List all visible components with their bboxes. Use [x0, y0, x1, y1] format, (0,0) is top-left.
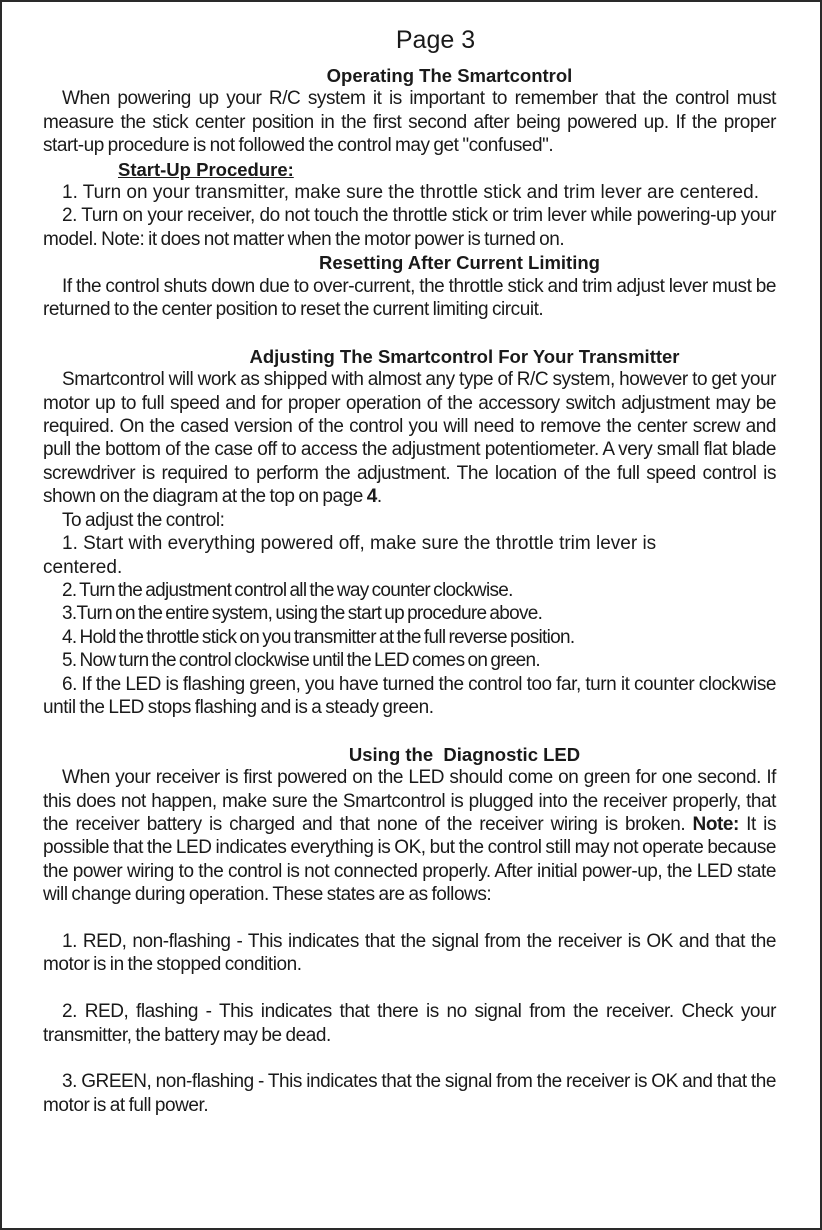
adjust-step-4: 4. Hold the throttle stick on you transmitter at the full reverse position.: [62, 626, 575, 648]
led-state-3: 3. GREEN, non-flashing - This indicates that the signal from the receiver is OK and that the motor is at full power.: [43, 1071, 776, 1116]
spacer: [43, 719, 776, 742]
startup-step-2: 2. Turn on your receiver, do not touch the throttle stick or trim lever while powering-up your model. Note: it does not matter when the motor power is turned on.: [43, 205, 776, 250]
section-heading-resetting: Resetting After Current Limiting: [319, 252, 600, 274]
note-label: Note:: [692, 813, 739, 835]
resetting-paragraph: If the control shuts down due to over-current, the throttle stick and trim adjust lever must be returned to the center position to reset the current limiting circuit.: [43, 275, 776, 321]
startup-procedure-heading: Start-Up Procedure:: [118, 158, 294, 180]
diagnostic-body-text: When your receiver is first powered on the LED should come on green for one second. If this does not happen, make sure the Smartcontrol is plugged into the receiver properly, that the receiver battery is charged and that none of the receiver wiring is broken.: [43, 767, 776, 835]
operating-intro-paragraph: When powering up your R/C system it is important to remember that the control must measure the stick center position in the first second after being powered up. If the proper start-up procedure is not followed the control may get "confused".: [43, 88, 776, 157]
led-state-1: 1. RED, non-flashing - This indicates that the signal from the receiver is OK and that the motor is in the stopped condition.: [43, 930, 776, 976]
page-number-title: Page 3: [395, 26, 476, 54]
spacer: [43, 1047, 776, 1070]
diagnostic-paragraph: [43, 766, 776, 906]
startup-step-1: 1. Turn on your transmitter, make sure the throttle stick and trim lever are centered.: [62, 182, 759, 204]
diagnostic-body-continued: It is possible that the LED indicates everything is OK, but the control still may not operate because the power wiring to the control is not connected properly. After initial power-up, the LED state will change during operation. These states are as follows:: [43, 813, 776, 906]
section-heading-operating: Operating The Smartcontrol: [326, 65, 573, 86]
led-state-2: 2. RED, flashing - This indicates that there is no signal from the receiver. Check your transmitter, the battery may be dead.: [43, 1001, 776, 1046]
spacer: [43, 977, 776, 1000]
adjusting-body-end: .: [376, 486, 382, 508]
adjust-step-5: 5. Now turn the control clockwise until the LED comes on green.: [62, 650, 540, 672]
section-heading-adjusting: [43, 345, 776, 368]
to-adjust-label: To adjust the control:: [62, 509, 225, 531]
adjust-step-2: 2. Turn the adjustment control all the way counter clockwise.: [62, 579, 513, 601]
page-reference: 4: [366, 486, 377, 508]
spacer: [43, 907, 776, 930]
adjusting-body-text: Smartcontrol will work as shipped with almost any type of R/C system, however to get your motor up to full speed and for proper operation of the accessory switch adjustment may be required. On the cased version of the control you will need to remove the center screw and pull the bottom of the case off to access the adjustment potentiometer. A very small flat blade screwdriver is required to perform the adjustment. The location of the full speed control is shown on the diagram at the top on page: [43, 369, 776, 508]
adjust-step-6: 6. If the LED is flashing green, you have turned the control too far, turn it counter clockwise until the LED stops flashing and is a steady green.: [43, 673, 776, 718]
adjust-step-3: 3.Turn on the entire system, using the start up procedure above.: [62, 603, 543, 625]
adjust-step-1: 1. Start with everything powered off, make sure the throttle trim lever is centered.: [43, 533, 657, 578]
adjusting-heading-text: Adjusting The Smartcontrol For Your Transmitter: [249, 345, 680, 367]
page-content: [43, 26, 776, 1117]
section-heading-diagnostic: Using the Diagnostic LED: [348, 743, 581, 765]
spacer: [43, 321, 776, 344]
adjusting-paragraph: [43, 368, 776, 508]
